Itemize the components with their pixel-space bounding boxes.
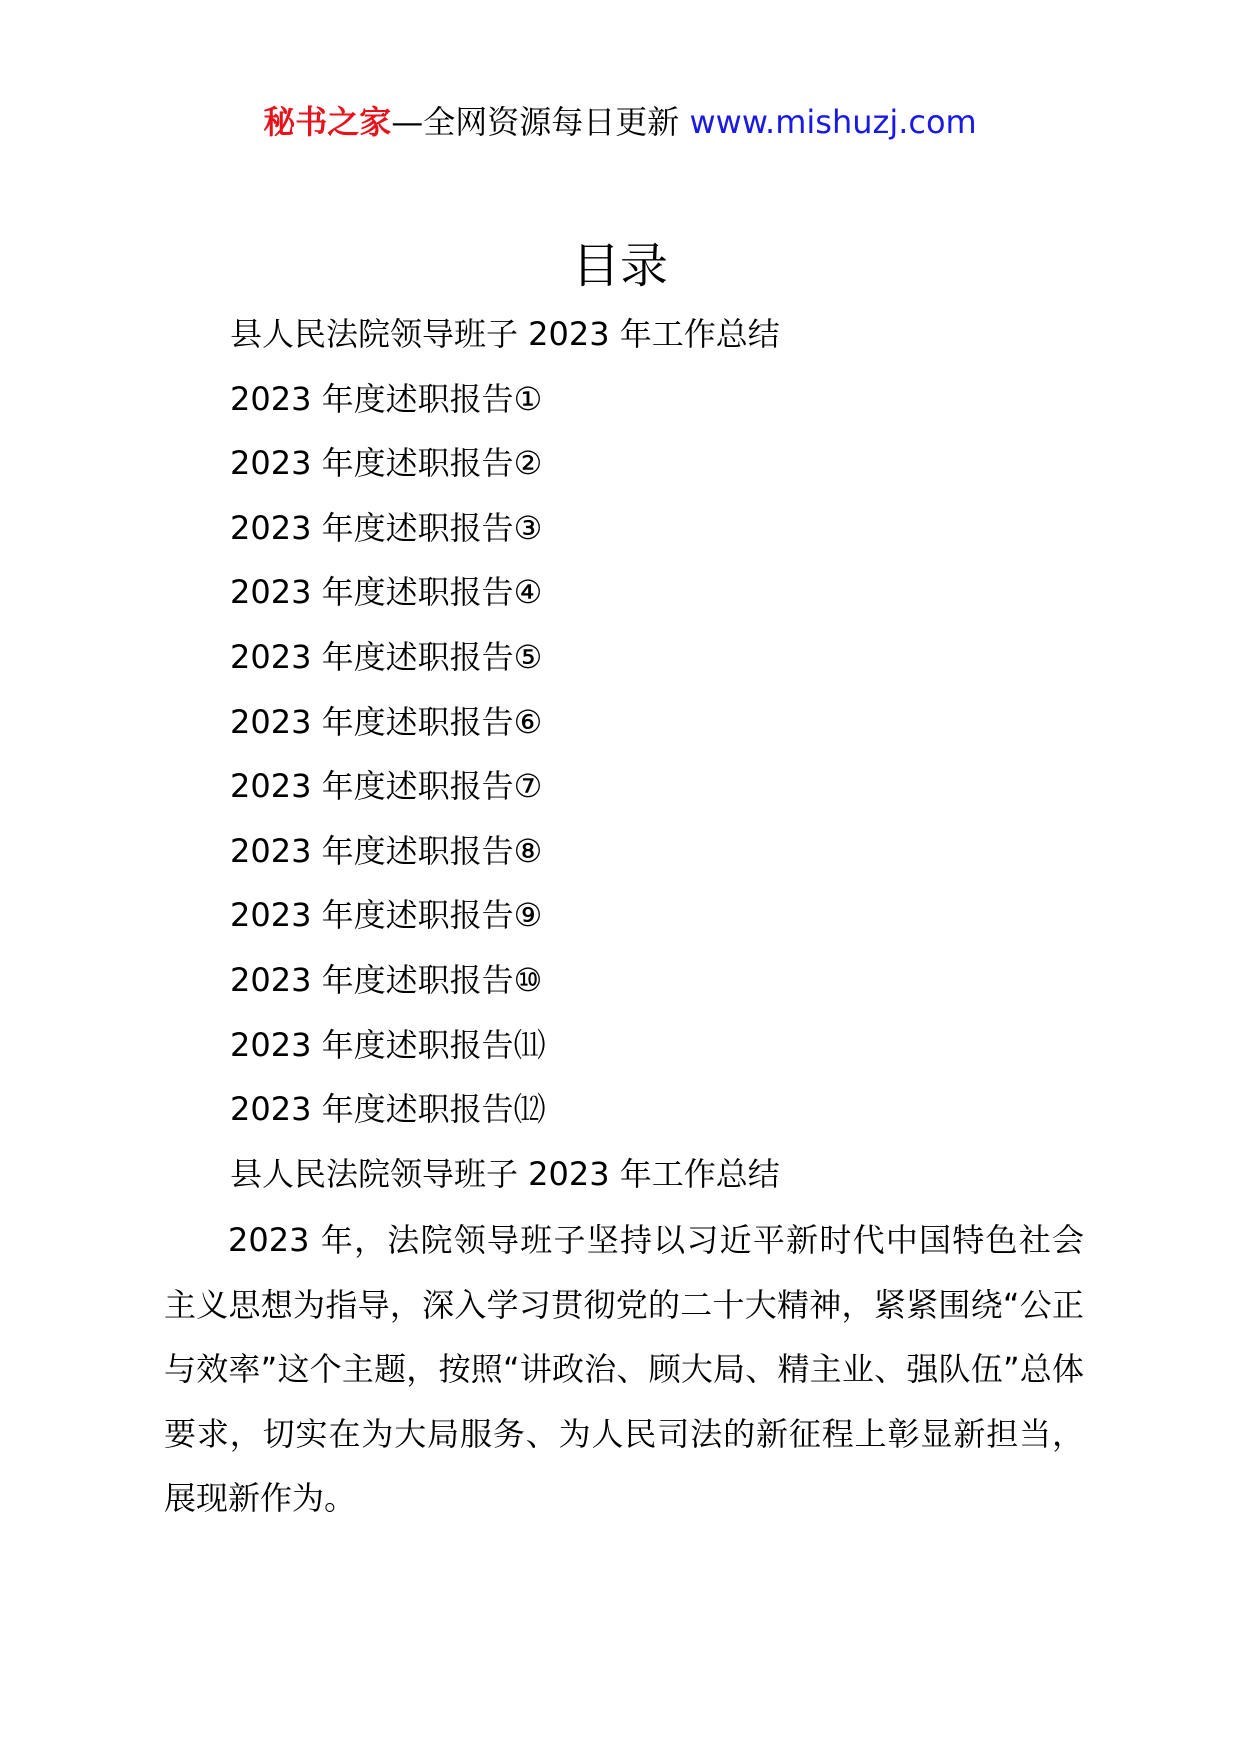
toc-item[interactable]: 2023 年度述职报告① [230, 379, 543, 418]
toc-item[interactable]: 2023 年度述职报告⑤ [230, 637, 543, 676]
toc-item[interactable]: 2023 年度述职报告⑥ [230, 702, 543, 741]
toc-item[interactable]: 2023 年度述职报告③ [230, 508, 543, 547]
toc-item[interactable]: 2023 年度述职报告⑾ [230, 1025, 546, 1064]
toc-item[interactable]: 2023 年度述职报告② [230, 444, 543, 483]
toc-item[interactable]: 2023 年度述职报告⑦ [230, 767, 543, 806]
toc-item[interactable]: 县人民法院领导班子 2023 年工作总结 [230, 315, 780, 353]
toc-item[interactable]: 2023 年度述职报告⑨ [230, 896, 543, 935]
body-paragraph: 2023 年，法院领导班子坚持以习近平新时代中国特色社会主义思想为指导，深入学习贯彻党的二十大精神，紧紧围绕“公正与效率”这个主题，按照“讲政治、顾大局、精主业、强队伍”总体要求，切实在为大局服务、为人民司法的新征程上彰显新担当，展现新作为。 [164, 1221, 1084, 1518]
section-heading: 县人民法院领导班子 2023 年工作总结 [230, 1155, 780, 1193]
toc-item[interactable]: 2023 年度述职报告⑿ [230, 1090, 546, 1129]
toc-item[interactable]: 2023 年度述职报告⑩ [230, 960, 543, 999]
site-url-link[interactable]: www.mishuzj.com [689, 103, 977, 141]
brand-name: 秘书之家 [263, 103, 392, 141]
header-tagline: —全网资源每日更新 [391, 103, 680, 141]
table-of-contents [230, 302, 780, 1142]
toc-title: 目录 [571, 238, 668, 294]
toc-item[interactable]: 2023 年度述职报告④ [230, 573, 543, 612]
site-header [0, 98, 1240, 146]
toc-item[interactable]: 2023 年度述职报告⑧ [230, 831, 543, 870]
